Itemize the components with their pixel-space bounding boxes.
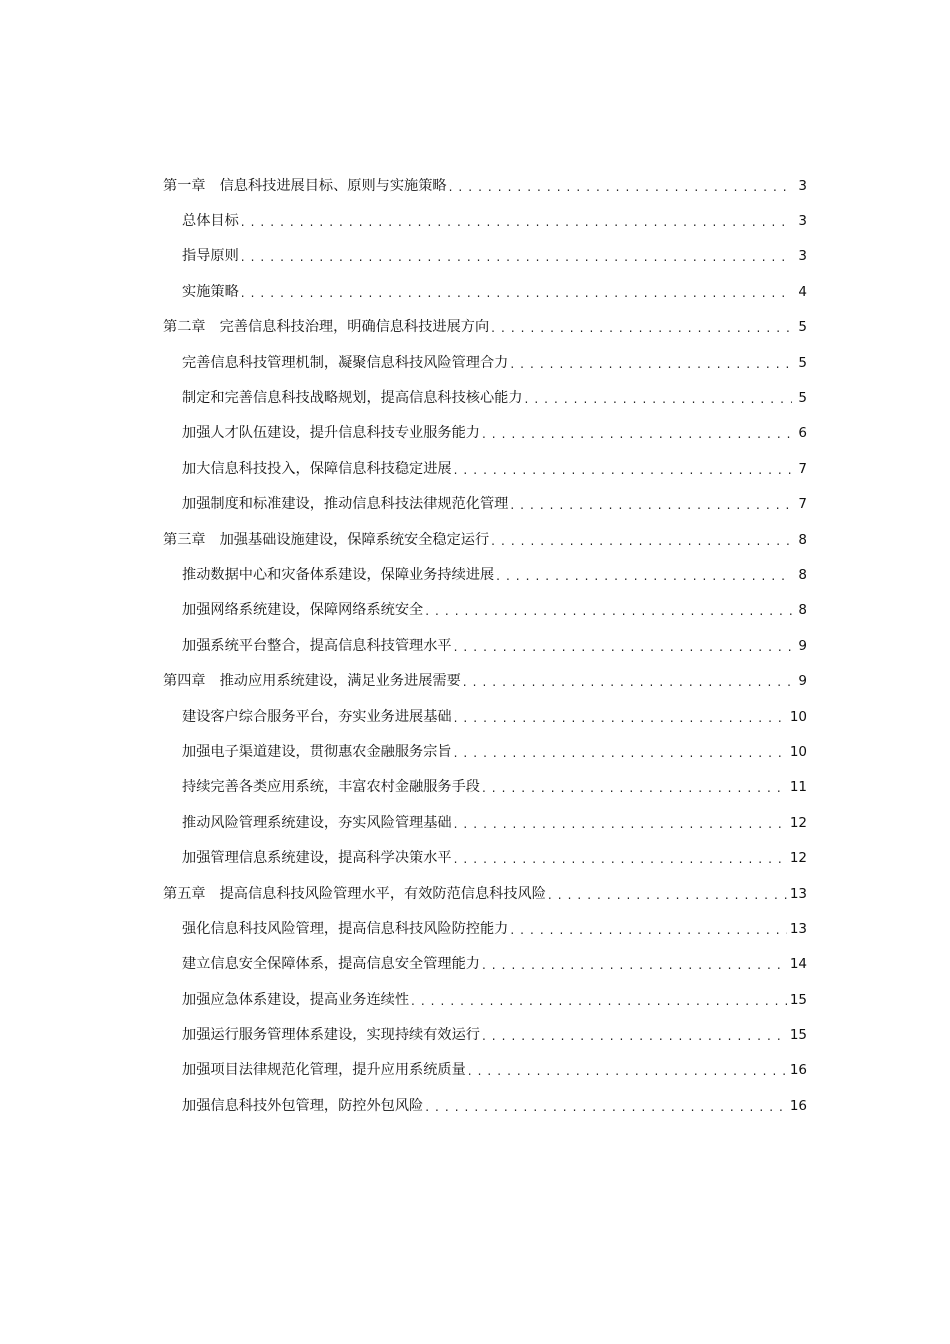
toc-entry-title: 加强运行服务管理体系建设，实现持续有效运行 <box>182 1027 480 1044</box>
toc-page-number: 5 <box>798 354 807 371</box>
toc-section-entry[interactable] <box>163 947 807 982</box>
toc-dot-leader <box>452 849 787 869</box>
toc-section-entry[interactable] <box>163 628 807 663</box>
toc-dot-leader <box>452 814 787 834</box>
toc-section-entry[interactable] <box>163 982 807 1017</box>
toc-entry-title: 制定和完善信息科技战略规划，提高信息科技核心能力 <box>182 390 523 407</box>
toc-entry-title: 加强项目法律规范化管理，提升应用系统质量 <box>182 1062 466 1079</box>
toc-entry-title: 完善信息科技治理，明确信息科技进展方向 <box>219 319 490 336</box>
toc-entry-label <box>163 530 489 550</box>
toc-dot-leader <box>423 1097 787 1117</box>
toc-section-entry[interactable] <box>163 203 807 238</box>
toc-entry-label <box>163 671 461 691</box>
toc-dot-leader <box>239 283 792 303</box>
toc-entry-title: 提高信息科技风险管理水平，有效防范信息科技风险 <box>219 885 546 902</box>
toc-chapter-entry[interactable] <box>163 522 807 557</box>
toc-entry-label <box>163 176 447 196</box>
toc-page-number: 9 <box>798 673 807 690</box>
toc-page-number: 4 <box>798 283 807 300</box>
toc-dot-leader <box>423 601 792 621</box>
toc-entry-label <box>182 990 409 1010</box>
toc-page-number: 12 <box>789 850 807 867</box>
toc-entry-label <box>182 494 508 514</box>
toc-page-number: 8 <box>798 566 807 583</box>
toc-entry-title: 实施策略 <box>182 283 239 300</box>
toc-page-number: 7 <box>798 496 807 513</box>
toc-chapter-number: 第一章 <box>163 177 206 194</box>
toc-page-number: 16 <box>789 1097 807 1114</box>
toc-entry-label <box>182 459 452 479</box>
toc-page-number: 8 <box>798 602 807 619</box>
toc-page-number: 3 <box>798 248 807 265</box>
toc-dot-leader <box>466 1061 787 1081</box>
toc-section-entry[interactable] <box>163 416 807 451</box>
toc-entry-label <box>182 813 452 833</box>
toc-page-number: 16 <box>789 1062 807 1079</box>
toc-entry-title: 加强管理信息系统建设，提高科学决策水平 <box>182 850 452 867</box>
toc-dot-leader <box>523 389 792 409</box>
toc-entry-title: 指导原则 <box>182 248 239 265</box>
toc-page-number: 6 <box>798 425 807 442</box>
toc-section-entry[interactable] <box>163 1017 807 1052</box>
toc-chapter-number: 第四章 <box>163 673 206 690</box>
toc-dot-leader <box>452 460 792 480</box>
toc-entry-label <box>182 919 508 939</box>
toc-page-number: 13 <box>789 885 807 902</box>
toc-dot-leader <box>239 247 792 267</box>
toc-entry-title: 加强人才队伍建设，提升信息科技专业服务能力 <box>182 425 480 442</box>
toc-page-number: 13 <box>789 920 807 937</box>
toc-dot-leader <box>409 991 787 1011</box>
toc-section-entry[interactable] <box>163 1053 807 1088</box>
toc-entry-label <box>182 1096 423 1116</box>
toc-entry-label <box>182 246 239 266</box>
toc-section-entry[interactable] <box>163 805 807 840</box>
toc-entry-label <box>182 1025 480 1045</box>
toc-page-number: 15 <box>789 991 807 1008</box>
toc-section-entry[interactable] <box>163 840 807 875</box>
toc-dot-leader <box>480 778 787 798</box>
toc-entry-label <box>182 707 452 727</box>
toc-entry-label <box>182 565 494 585</box>
toc-entry-label <box>182 423 480 443</box>
toc-entry-label <box>182 636 452 656</box>
toc-dot-leader <box>480 1026 787 1046</box>
toc-dot-leader <box>494 566 792 586</box>
toc-entry-title: 加强电子渠道建设，贯彻惠农金融服务宗旨 <box>182 743 452 760</box>
toc-entry-title: 强化信息科技风险管理，提高信息科技风险防控能力 <box>182 920 509 937</box>
toc-section-entry[interactable] <box>163 699 807 734</box>
toc-entry-label <box>163 884 546 904</box>
toc-entry-title: 加强制度和标准建设，推动信息科技法律规范化管理 <box>182 496 509 513</box>
toc-section-entry[interactable] <box>163 239 807 274</box>
toc-dot-leader <box>489 531 792 551</box>
toc-dot-leader <box>480 424 792 444</box>
toc-entry-title: 加强系统平台整合，提高信息科技管理水平 <box>182 637 452 654</box>
toc-dot-leader <box>452 637 792 657</box>
toc-chapter-number: 第三章 <box>163 531 206 548</box>
toc-entry-label <box>182 742 452 762</box>
toc-entry-title: 推动风险管理系统建设，夯实风险管理基础 <box>182 814 452 831</box>
toc-page-number: 3 <box>798 177 807 194</box>
toc-chapter-entry[interactable] <box>163 310 807 345</box>
toc-dot-leader <box>447 177 792 197</box>
toc-section-entry[interactable] <box>163 451 807 486</box>
toc-chapter-entry[interactable] <box>163 876 807 911</box>
toc-entry-title: 完善信息科技管理机制，凝聚信息科技风险管理合力 <box>182 354 509 371</box>
toc-section-entry[interactable] <box>163 487 807 522</box>
toc-section-entry[interactable] <box>163 770 807 805</box>
toc-entry-label <box>163 317 489 337</box>
toc-entry-label <box>182 848 452 868</box>
toc-page-number: 11 <box>789 779 807 796</box>
toc-entry-title: 总体目标 <box>182 213 239 230</box>
toc-entry-label <box>182 211 239 231</box>
toc-section-entry[interactable] <box>163 911 807 946</box>
toc-dot-leader <box>508 354 792 374</box>
toc-entry-title: 加强基础设施建设，保障系统安全稳定运行 <box>219 531 490 548</box>
toc-entry-title: 加强信息科技外包管理，防控外包风险 <box>182 1097 424 1114</box>
toc-chapter-number: 第二章 <box>163 319 206 336</box>
toc-entry-label <box>182 388 523 408</box>
toc-page-number: 14 <box>789 956 807 973</box>
toc-section-entry[interactable] <box>163 274 807 309</box>
toc-section-entry[interactable] <box>163 1088 807 1123</box>
toc-dot-leader <box>461 672 792 692</box>
toc-page-number: 8 <box>798 531 807 548</box>
toc-entry-title: 推动应用系统建设，满足业务进展需要 <box>219 673 461 690</box>
toc-page-number: 10 <box>789 708 807 725</box>
toc-entry-label <box>182 282 239 302</box>
toc-dot-leader <box>239 212 792 232</box>
toc-entry-title: 建设客户综合服务平台，夯实业务进展基础 <box>182 708 452 725</box>
toc-entry-label <box>182 777 480 797</box>
toc-entry-label <box>182 353 508 373</box>
toc-page-number: 5 <box>798 319 807 336</box>
toc-page-number: 9 <box>798 637 807 654</box>
toc-dot-leader <box>452 708 787 728</box>
toc-dot-leader <box>508 495 792 515</box>
toc-page-number: 10 <box>789 743 807 760</box>
toc-dot-leader <box>489 318 792 338</box>
toc-chapter-number: 第五章 <box>163 885 206 902</box>
toc-entry-title: 建立信息安全保障体系，提高信息安全管理能力 <box>182 956 480 973</box>
toc-page-number: 3 <box>798 213 807 230</box>
toc-section-entry[interactable] <box>163 593 807 628</box>
toc-dot-leader <box>480 955 787 975</box>
table-of-contents <box>163 168 807 1124</box>
toc-chapter-entry[interactable] <box>163 663 807 698</box>
toc-page-number: 7 <box>798 460 807 477</box>
toc-entry-title: 信息科技进展目标、原则与实施策略 <box>219 177 447 194</box>
toc-section-entry[interactable] <box>163 380 807 415</box>
toc-section-entry[interactable] <box>163 557 807 592</box>
toc-dot-leader <box>508 920 786 940</box>
toc-entry-label <box>182 1060 466 1080</box>
toc-dot-leader <box>452 743 787 763</box>
toc-page-number: 12 <box>789 814 807 831</box>
toc-entry-title: 加强网络系统建设，保障网络系统安全 <box>182 602 424 619</box>
toc-chapter-entry[interactable] <box>163 168 807 203</box>
toc-entry-label <box>182 954 480 974</box>
toc-entry-title: 推动数据中心和灾备体系建设，保障业务持续进展 <box>182 566 495 583</box>
toc-entry-label <box>182 600 423 620</box>
toc-entry-title: 加大信息科技投入，保障信息科技稳定进展 <box>182 460 452 477</box>
toc-entry-title: 持续完善各类应用系统，丰富农村金融服务手段 <box>182 779 480 796</box>
toc-page-number: 15 <box>789 1027 807 1044</box>
toc-dot-leader <box>546 885 787 905</box>
toc-section-entry[interactable] <box>163 345 807 380</box>
toc-page-number: 5 <box>798 390 807 407</box>
toc-section-entry[interactable] <box>163 734 807 769</box>
toc-entry-title: 加强应急体系建设，提高业务连续性 <box>182 991 410 1008</box>
